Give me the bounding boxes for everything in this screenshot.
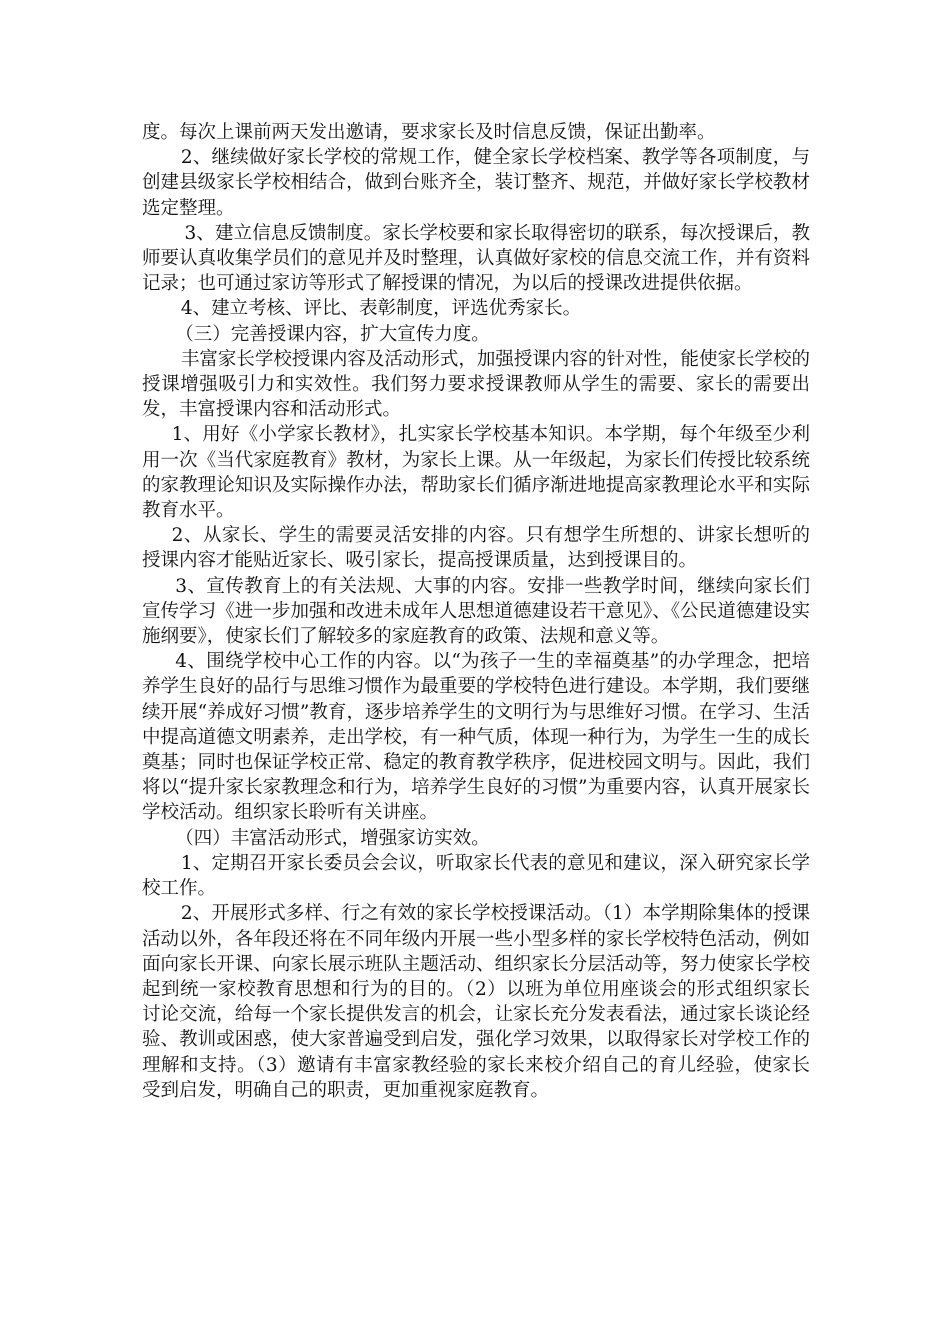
- paragraph-content-1: 1、用好《小学家长教材》，扎实家长学校基本知识。本学期，每个年级至少利用一次《当代家庭教育》教材，为家长上课。从一年级起，为家长们传授比较系统的家教理论知识及实际操作办法，帮助家长们循序渐进地提高家教理论水平和实际教育水平。: [142, 424, 810, 522]
- paragraph-activity-2: 2、开展形式多样、行之有效的家长学校授课活动。（1）本学期除集体的授课活动以外，各年段还将在不同年级内开展一些小型多样的家长学校特色活动，例如面向家长开课、向家长展示班队主题活动、组织家长分层活动等，努力使家长学校起到统一家校教育思想和行为的目的。（2）以班为单位用座谈会的形式组织家长讨论交流，给每一个家长提供发言的机会，让家长充分发表看法，通过家长谈论经验、教训或困惑，使大家普遍受到启发，强化学习效果，以取得家长对学校工作的理解和支持。（3）邀请有丰富家教经验的家长来校介绍自己的育儿经验，使家长受到启发，明确自己的职责，更加重视家庭教育。: [142, 903, 810, 1101]
- paragraph-activity-1: 1、定期召开家长委员会会议，听取家长代表的意见和建议，深入研究家长学校工作。: [142, 852, 810, 900]
- paragraph-continuation: 度。每次上课前两天发出邀请，要求家长及时信息反馈，保证出勤率。: [142, 122, 716, 143]
- paragraph-intro: 丰富家长学校授课内容及活动形式，加强授课内容的针对性，能使家长学校的授课增强吸引力和实效性。我们努力要求授课教师从学生的需要、家长的需要出发，丰富授课内容和活动形式。: [142, 348, 810, 421]
- paragraph-content-4: 4、围绕学校中心工作的内容。以“为孩子一生的幸福奠基”的办学理念，把培养学生良好的品行与思维习惯作为最重要的学校特色进行建设。本学期，我们要继续开展“养成好习惯”教育，逐步培养学生的文明行为与思维好习惯。在学习、生活中提高道德文明素养，走出学校，有一种气质，体现一种行为，为学生一生的成长奠基；同时也保证学校正常、稳定的教育教学秩序，促进校园文明与。因此，我们将以“提升家长家教理念和行为，培养学生良好的习惯”为重要内容，认真开展家长学校活动。组织家长聆听有关讲座。: [142, 651, 810, 824]
- paragraph-content-3: 3、宣传教育上的有关法规、大事的内容。安排一些教学时间，继续向家长们宣传学习《进一步加强和改进未成年人思想道德建设若干意见》、《公民道德建设实施纲要》，使家长们了解较多的家庭教育的政策、法规和意义等。: [142, 575, 810, 648]
- paragraph-item-4: 4、建立考核、评比、表彰制度，评选优秀家长。: [180, 298, 582, 320]
- section-heading-4: （四）丰富活动形式，增强家访实效。: [175, 827, 490, 849]
- document-body: [142, 120, 810, 1103]
- paragraph-content-2: 2、从家长、学生的需要灵活安排的内容。只有想学生所想的、讲家长想听的授课内容才能贴近家长、吸引家长，提高授课质量，达到授课目的。: [142, 525, 810, 572]
- paragraph-item-2: 2、继续做好家长学校的常规工作，健全家长学校档案、教学等各项制度，与创建县级家长学校相结合，做到台账齐全，装订整齐、规范，并做好家长学校教材选定整理。: [142, 147, 810, 219]
- section-heading-3: （三）完善授课内容，扩大宣传力度。: [175, 323, 490, 345]
- paragraph-item-3: 3、建立信息反馈制度。家长学校要和家长取得密切的联系，每次授课后，教师要认真收集学员们的意见并及时整理，认真做好家校的信息交流工作，并有资料记录；也可通过家访等形式了解授课的情况，为以后的授课改进提供依据。: [142, 222, 810, 295]
